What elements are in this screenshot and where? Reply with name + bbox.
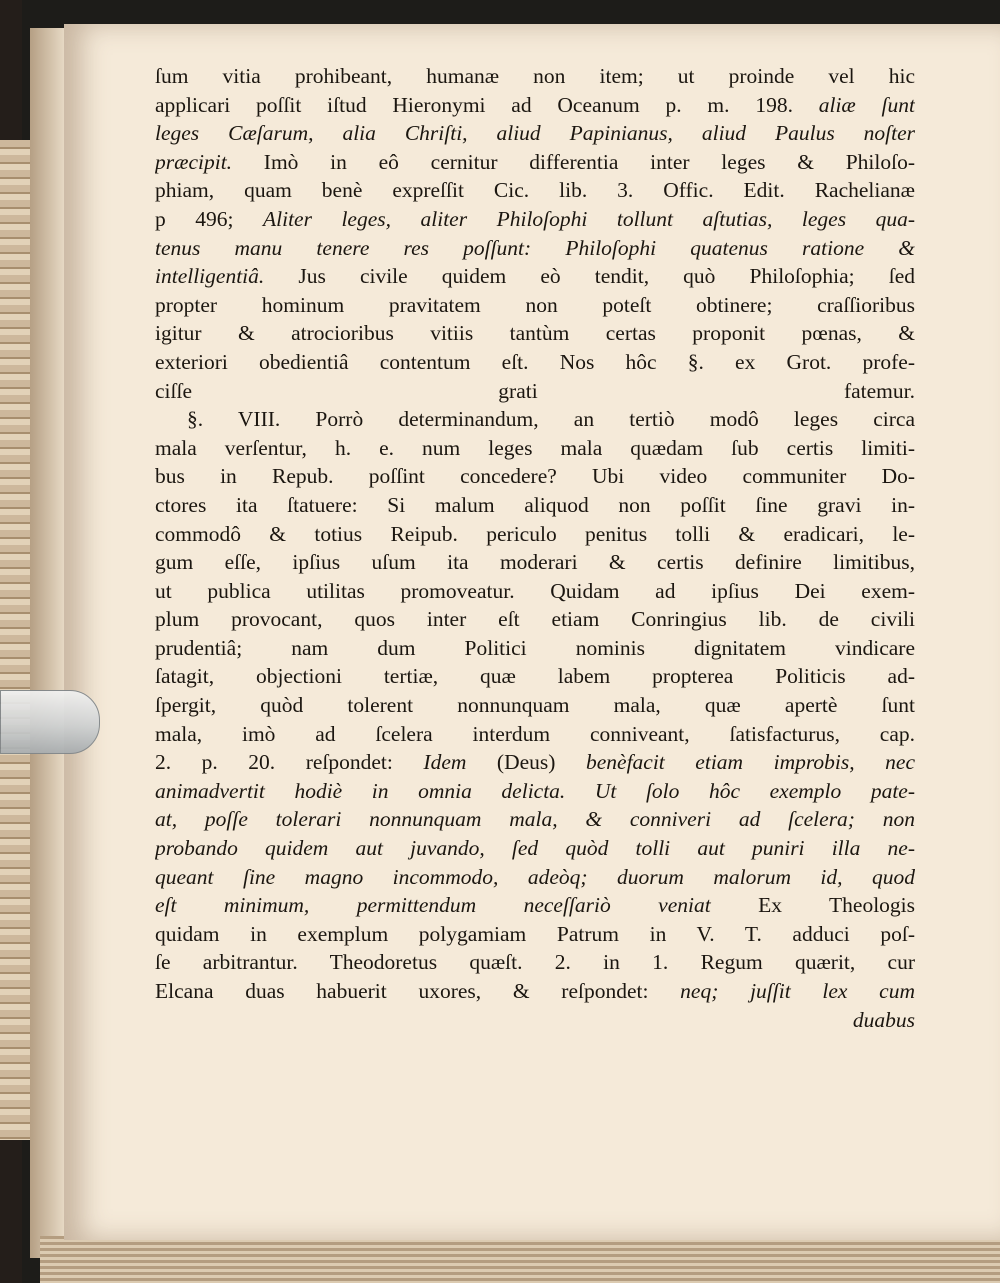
text-line	[155, 205, 915, 234]
italic-segment: at, poſſe tolerari nonnunquam mala, & conniveri ad ſcelera; non	[155, 807, 915, 832]
page-clip	[0, 690, 100, 754]
text-line	[155, 863, 915, 892]
text-line	[155, 891, 915, 920]
text-segment: ciſſe grati fatemur.	[155, 378, 915, 403]
text-segment: bus in Repub. poſſint concedere? Ubi video communiter Do-	[155, 464, 915, 489]
italic-segment: aliæ ſunt	[818, 92, 915, 117]
text-line	[155, 434, 915, 463]
text-line	[155, 834, 915, 863]
text-segment: plum provocant, quos inter eſt etiam Conringius lib. de civili	[155, 607, 915, 632]
text-line	[155, 1006, 915, 1035]
text-segment: 2. p. 20. reſpondet:	[155, 750, 424, 775]
text-line	[155, 720, 915, 749]
text-line	[155, 319, 915, 348]
text-line	[155, 634, 915, 663]
text-line	[155, 405, 915, 434]
text-segment: Ex Theologis	[710, 893, 915, 918]
text-line	[155, 234, 915, 263]
text-line	[155, 291, 915, 320]
text-segment: mala, imò ad ſcelera interdum conniveant, ſatisfacturus, cap.	[155, 721, 915, 746]
text-segment: ſpergit, quòd tolerent nonnunquam mala, quæ apertè ſunt	[155, 693, 915, 718]
text-segment: quidam in exemplum polygamiam Patrum in V. T. adduci poſ-	[155, 921, 915, 946]
text-line	[155, 119, 915, 148]
italic-segment: duabus	[852, 1007, 915, 1032]
text-segment: propter hominum pravitatem non poteſt obtinere; craſſioribus	[155, 292, 915, 317]
italic-segment: benèfacit etiam improbis, nec	[585, 750, 915, 775]
italic-segment: Idem	[423, 750, 467, 775]
text-segment: ctores ita ſtatuere: Si malum aliquod non poſſit ſine gravi in-	[155, 492, 915, 517]
text-line	[155, 691, 915, 720]
text-line	[155, 262, 915, 291]
text-line	[155, 805, 915, 834]
text-line	[155, 662, 915, 691]
italic-segment: tenus manu tenere res poſſunt: Philoſophi quatenus ratione &	[155, 235, 915, 260]
text-line	[155, 62, 915, 91]
text-line	[155, 491, 915, 520]
text-line	[155, 977, 915, 1006]
text-segment: gum eſſe, ipſius uſum ita moderari & certis definire limitibus,	[155, 550, 915, 575]
text-line	[155, 920, 915, 949]
italic-segment: intelligentiâ.	[155, 264, 265, 289]
italic-segment: neq; juſſit lex cum	[680, 979, 915, 1003]
text-segment: Elcana duas habuerit uxores, & reſpondet:	[155, 979, 681, 1003]
body-text	[155, 62, 915, 1034]
text-segment: commodô & totius Reipub. periculo penitus tolli & eradicari, le-	[155, 521, 915, 546]
text-line	[155, 777, 915, 806]
text-segment: ſum vitia prohibeant, humanæ non item; ut proinde vel hic	[155, 64, 915, 88]
italic-segment: probando quidem aut juvando, ſed quòd tolli aut puniri illa ne-	[155, 836, 915, 861]
text-segment: §. VIII. Porrò determinandum, an tertiò modô leges circa	[187, 407, 915, 432]
text-segment: phiam, quam benè expreſſit Cic. lib. 3. Offic. Edit. Rachelianæ	[155, 178, 915, 203]
text-segment: Imò in eô cernitur differentia inter leges & Philoſo-	[232, 149, 915, 174]
text-line	[155, 948, 915, 977]
text-segment: ſatagit, objectioni tertiæ, quæ labem propterea Politicis ad-	[155, 664, 915, 689]
bottom-page-edges	[40, 1236, 1000, 1283]
italic-segment: eſt minimum, permittendum neceſſariò veniat	[155, 893, 711, 918]
italic-segment: Aliter leges, aliter Philoſophi tollunt aſtutias, leges qua-	[262, 206, 915, 231]
italic-segment: animadvertit hodiè in omnia delicta. Ut ſolo hôc exemplo pate-	[155, 778, 915, 803]
text-segment: p 496;	[155, 206, 263, 231]
text-segment: prudentiâ; nam dum Politici nominis dignitatem vindicare	[155, 635, 915, 660]
text-line	[155, 91, 915, 120]
italic-segment: præcipit.	[155, 149, 233, 174]
text-line	[155, 548, 915, 577]
text-segment: ſe arbitrantur. Theodoretus quæſt. 2. in 1. Regum quærit, cur	[155, 950, 915, 975]
text-segment: (Deus)	[466, 750, 586, 775]
italic-segment: queant ſine magno incommodo, adeòq; duorum malorum id, quod	[155, 864, 915, 889]
text-line	[155, 605, 915, 634]
text-segment: Jus civile quidem eò tendit, quò Philoſophia; ſed	[264, 264, 915, 289]
text-line	[155, 148, 915, 177]
text-line	[155, 748, 915, 777]
text-line	[155, 577, 915, 606]
text-segment: exteriori obedientiâ contentum eſt. Nos hôc §. ex Grot. profe-	[155, 349, 915, 374]
text-segment: mala verſentur, h. e. num leges mala quædam ſub certis limiti-	[155, 435, 915, 460]
text-segment: ut publica utilitas promoveatur. Quidam ad ipſius Dei exem-	[155, 578, 915, 603]
italic-segment: leges Cæſarum, alia Chriſti, aliud Papinianus, aliud Paulus noſter	[155, 121, 915, 146]
text-line	[155, 520, 915, 549]
text-segment: igitur & atrocioribus vitiis tantùm certas proponit pœnas, &	[155, 321, 915, 346]
text-line	[155, 462, 915, 491]
text-segment: applicari poſſit iſtud Hieronymi ad Oceanum p. m. 198.	[155, 92, 819, 117]
text-line	[155, 348, 915, 377]
text-line	[155, 176, 915, 205]
text-line	[155, 377, 915, 406]
